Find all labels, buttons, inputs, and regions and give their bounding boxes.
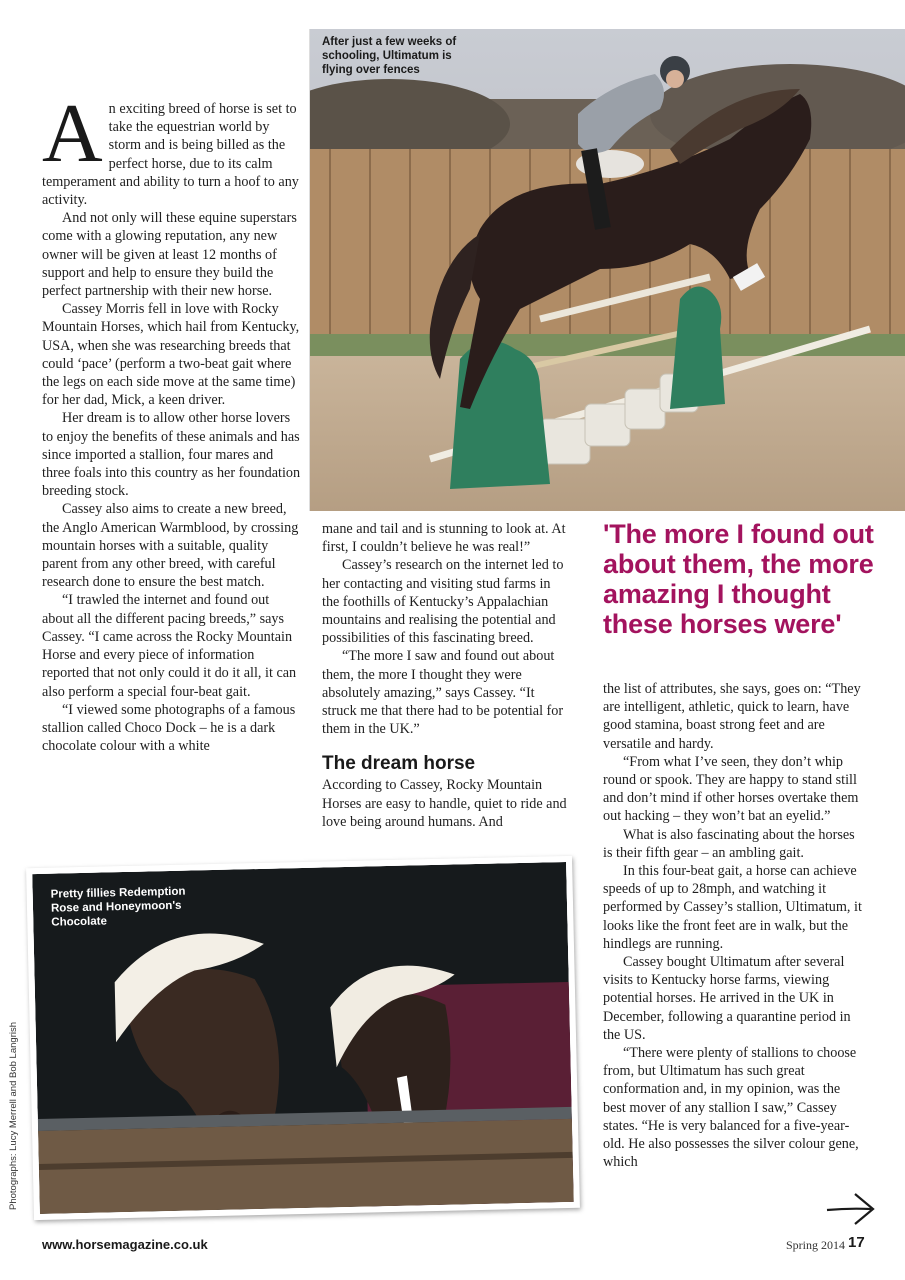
photo-fillies-frame — [26, 856, 580, 1220]
pull-quote: 'The more I found out about them, the more amazing I thought these horses were' — [603, 519, 874, 639]
paragraph: According to Cassey, Rocky Mountain Horses are easy to handle, quiet to ride and love being around humans. And — [322, 777, 567, 830]
footer-url: www.horsemagazine.co.uk — [42, 1237, 208, 1252]
arrow-right-icon — [825, 1188, 877, 1228]
paragraph: “I trawled the internet and found out about all the different pacing breeds,” says Cassey. “I came across the Rocky Mountain Horse and every piece of information reported that not only could it do it all, it can also perform a special four-beat gait. — [42, 592, 297, 700]
page-number: 17 — [848, 1234, 865, 1251]
paragraph: What is also fascinating about the horses is their fifth gear – an ambling gait. — [603, 826, 855, 861]
photo-jumping-stallion — [309, 29, 905, 511]
paragraph: And not only will these equine superstars come with a glowing reputation, any new owner will be given at least 12 months of support and help to ensure they build the perfect partnership with their new horse. — [42, 210, 297, 300]
paragraph: mane and tail and is stunning to look at. At first, I couldn’t believe he was real!” — [322, 521, 566, 556]
caption-bottom: Pretty fillies Redemption Rose and Honeymoon's Chocolate — [50, 885, 186, 929]
article-column-2 — [322, 520, 570, 831]
article-column-3 — [603, 680, 865, 1171]
photo-credit: Photographs: Lucy Merrell and Bob Langrish — [8, 1021, 19, 1210]
footer-issue: Spring 2014 — [786, 1238, 846, 1252]
paragraph: In this four-beat gait, a horse can achieve speeds of up to 28mph, and watching it performed by Cassey’s stallion, Ultimatum, it looks like the front feet are in walk, but the hindlegs are running. — [603, 863, 862, 952]
photo-fillies — [32, 862, 574, 1214]
paragraph: An exciting breed of horse is set to take the equestrian world by storm and is being billed as the perfect horse, due to its calm temperament and ability to turn a hoof to any activity. — [42, 87, 299, 209]
paragraph: Cassey’s research on the internet led to her contacting and visiting stud farms in the foothills of Kentucky’s Appalachian mountains and realising the potential and possibilities of this fascinating breed. — [322, 557, 564, 647]
caption-top: After just a few weeks of schooling, Ultimatum is flying over fences — [322, 36, 457, 76]
paragraph: “I viewed some photographs of a famous stallion called Choco Dock – he is a dark chocolate colour with a white — [42, 701, 296, 755]
paragraph: Cassey bought Ultimatum after several visits to Kentucky horse farms, viewing potential horses. He arrived in the UK in December, following a quarantine period in the US. — [603, 954, 851, 1043]
paragraph: “From what I’ve seen, they don’t whip round or spook. They are happy to stand still and don’t mind if other horses overtake them out hacking – they won’t bat an eyelid.” — [603, 753, 859, 825]
paragraph: Cassey Morris fell in love with Rocky Mountain Horses, which hail from Kentucky, USA, when she was researching breeds that could ‘pace’ (perform a two-beat gait where the legs on each side move at the same time) for her dad, Mick, a keen driver. — [42, 301, 300, 409]
paragraph: Her dream is to allow other horse lovers to enjoy the benefits of these animals and has since imported a stallion, four mares and three foals into this country as her foundation breeding stock. — [42, 410, 301, 500]
paragraph: Cassey also aims to create a new breed, the Anglo American Warmblood, by crossing mountain horses with a suitable, quality parent from any other breed, with careful research done to ensure the best match. — [42, 501, 299, 591]
paragraph: the list of attributes, she says, goes on: “They are intelligent, athletic, quick to learn, have good stamina, boast strong feet and are versatile and hardy. — [603, 681, 861, 752]
paragraph: “The more I saw and found out about them, the more I thought they were absolutely amazing,” says Cassey. “It struck me that there had to be potential for them in the UK.” — [322, 648, 564, 738]
paragraph: “There were plenty of stallions to choose from, but Ultimatum has such great conformation and, in my opinion, was the best mover of any stallion I saw,” Cassey states. “He is very balanced for a five-year-old. He also possesses the silver colour gene, which — [603, 1045, 859, 1171]
article-column-1 — [42, 87, 304, 755]
subheading: The dream horse — [322, 753, 476, 775]
drop-cap: A — [42, 87, 103, 180]
